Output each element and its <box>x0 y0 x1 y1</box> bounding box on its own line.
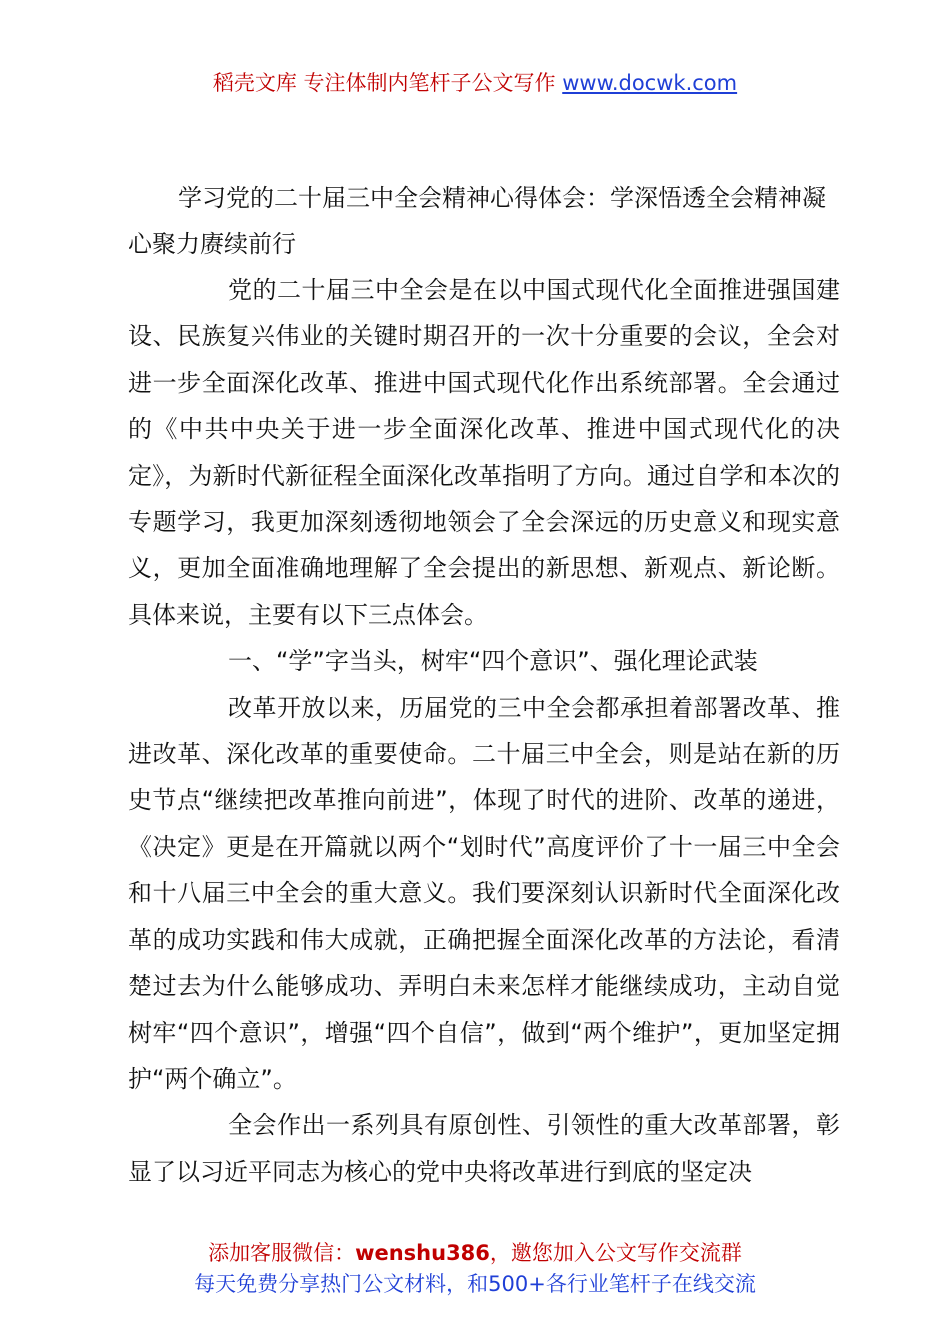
footer-contact-line <box>0 1238 950 1269</box>
document-title: 学习党的二十届三中全会精神心得体会：学深悟透全会精神凝心聚力赓续前行 <box>128 184 826 258</box>
footer-promo-line: 每天免费分享热门公文材料，和500+各行业笔杆子在线交流 <box>194 1272 756 1296</box>
footer-wechat-id: wenshu386 <box>355 1241 490 1265</box>
header-url-link[interactable]: www.docwk.com <box>562 71 738 95</box>
header-brand: 稻壳文库 专注体制内笔杆子公文写作 <box>212 71 563 95</box>
footer-contact-suffix: ，邀您加入公文写作交流群 <box>489 1241 742 1265</box>
paragraph: 改革开放以来，历届党的三中全会都承担着部署改革、推进改革、深化改革的重要使命。二十届三中全会，则是站在新的历史节点“继续把改革推向前进”，体现了时代的进阶、改革的递进，《决定》更是在开篇就以两个“划时代”高度评价了十一届三中全会和十八届三中全会的重大意义。我们要深刻认识新时代全面深化改革的成功实践和伟大成就，正确把握全面深化改革的方法论，看清楚过去为什么能够成功、弄明白未来怎样才能继续成功，主动自觉树牢“四个意识”，增强“四个自信”，做到“两个维护”，更加坚定拥护“两个确立”。 <box>128 693 840 1093</box>
page-header <box>0 68 950 98</box>
paragraph: 全会作出一系列具有原创性、引领性的重大改革部署，彰显了以习近平同志为核心的党中央将改革进行到底的坚定决 <box>128 1111 840 1186</box>
section-heading: 一、“学”字当头，树牢“四个意识”、强化理论武装 <box>228 647 758 676</box>
page-footer <box>0 1238 950 1300</box>
footer-contact-prefix: 添加客服微信： <box>208 1241 356 1265</box>
document-body <box>128 175 840 1195</box>
paragraph: 党的二十届三中全会是在以中国式现代化全面推进强国建设、民族复兴伟业的关键时期召开的一次十分重要的会议，全会对进一步全面深化改革、推进中国式现代化作出系统部署。全会通过的《中共中央关于进一步全面深化改革、推进中国式现代化的决定》，为新时代新征程全面深化改革指明了方向。通过自学和本次的专题学习，我更加深刻透彻地领会了全会深远的历史意义和现实意义，更加全面准确地理解了全会提出的新思想、新观点、新论断。具体来说，主要有以下三点体会。 <box>128 276 840 629</box>
